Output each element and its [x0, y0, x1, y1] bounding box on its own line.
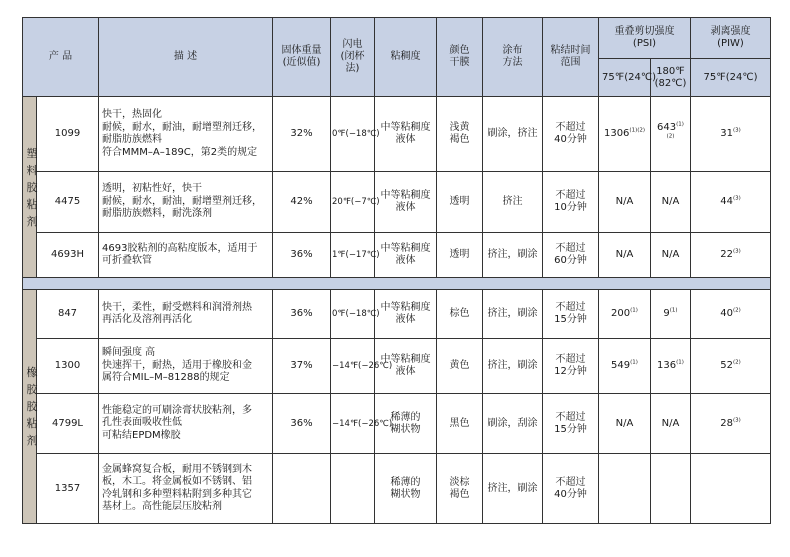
flash-point-value: −14℉(−26℃) [331, 394, 375, 454]
viscosity-value: 中等粘稠度 液体 [375, 233, 437, 278]
viscosity-value: 稀薄的 糊状物 [375, 454, 437, 524]
table-row [23, 233, 771, 278]
table-row [23, 290, 771, 339]
flash-point-value: −14℉(−26℃) [331, 339, 375, 394]
solids-value: 32% [273, 97, 331, 172]
viscosity-value: 中等粘稠度 液体 [375, 339, 437, 394]
color-value: 浅黄 褐色 [437, 97, 483, 172]
color-value: 黄色 [437, 339, 483, 394]
header-product: 产 品 [23, 18, 99, 97]
header-shear-75f: 75℉(24℃) [599, 59, 651, 97]
application-value: 挤注，刷涂 [483, 339, 543, 394]
color-value: 棕色 [437, 290, 483, 339]
flash-point-value: 0℉(−18℃) [331, 290, 375, 339]
table-row [23, 394, 771, 454]
tack-time-value: 不超过 15分钟 [543, 290, 599, 339]
shear-75-value: 200$^{(1)}$ [599, 290, 651, 339]
application-value: 刷涂，刮涂 [483, 394, 543, 454]
header-description: 描 述 [99, 18, 273, 97]
product-description: 4693胶粘剂的高粘度版本，适用于 可折叠软管 [99, 233, 273, 278]
color-value: 透明 [437, 233, 483, 278]
header-solids: 固体重量 (近似值) [273, 18, 331, 97]
tack-time-value: 不超过 40分钟 [543, 97, 599, 172]
viscosity-value: 中等粘稠度 液体 [375, 290, 437, 339]
table-header [23, 18, 771, 97]
table-body [23, 97, 771, 524]
solids-value: 37% [273, 339, 331, 394]
header-flash-point: 闪电 (闭杯法) [331, 18, 375, 97]
viscosity-value: 中等粘稠度 液体 [375, 172, 437, 233]
shear-180-value: N/A [651, 172, 691, 233]
shear-75-value: N/A [599, 172, 651, 233]
flash-point-value [331, 454, 375, 524]
product-description: 透明，初粘性好，快干 耐候，耐水，耐油，耐增塑剂迁移， 耐脂肪族燃料，耐洗涤剂 [99, 172, 273, 233]
group-label-plastic: 塑料胶粘剂 [23, 97, 37, 278]
peel-value [691, 454, 771, 524]
flash-point-value: 0℉(−18℃) [331, 97, 375, 172]
color-value: 淡棕 褐色 [437, 454, 483, 524]
header-lap-shear: 重叠剪切强度 (PSI) [599, 18, 691, 59]
solids-value: 36% [273, 233, 331, 278]
product-description: 金属蜂窝复合板，耐用不锈钢到木 板，木工。将金属板如不锈钢、铝 冷轧钢和多种塑料粘附到多种其它 基材上。高性能层压胶粘剂 [99, 454, 273, 524]
tack-time-value: 不超过 15分钟 [543, 394, 599, 454]
solids-value: 42% [273, 172, 331, 233]
header-tack-time: 粘结时间 范围 [543, 18, 599, 97]
shear-75-value: 549$^{(1)}$ [599, 339, 651, 394]
header-shear-180f: 180℉ (82℃) [651, 59, 691, 97]
shear-180-value: 9$^{(1)}$ [651, 290, 691, 339]
tack-time-value: 不超过 12分钟 [543, 339, 599, 394]
header-peel: 剥离强度 (PIW) [691, 18, 771, 59]
solids-value [273, 454, 331, 524]
viscosity-value: 稀薄的 糊状物 [375, 394, 437, 454]
header-viscosity: 粘稠度 [375, 18, 437, 97]
product-description: 快干，柔性，耐受燃料和润滑剂热 再活化及溶剂再活化 [99, 290, 273, 339]
product-code: 1300 [37, 339, 99, 394]
peel-value: 52$^{(2)}$ [691, 339, 771, 394]
viscosity-value: 中等粘稠度 液体 [375, 97, 437, 172]
application-value: 挤注，刷涂 [483, 454, 543, 524]
shear-75-value: N/A [599, 394, 651, 454]
product-code: 4693H [37, 233, 99, 278]
peel-value: 40$^{(2)}$ [691, 290, 771, 339]
table-row [23, 454, 771, 524]
peel-value: 31$^{(3)}$ [691, 97, 771, 172]
shear-180-value: $643^{(1)(2)}$ [651, 97, 691, 172]
solids-value: 36% [273, 394, 331, 454]
peel-value: 22$^{(3)}$ [691, 233, 771, 278]
solids-value: 36% [273, 290, 331, 339]
table-row [23, 339, 771, 394]
section-divider [23, 278, 771, 290]
product-code: 4475 [37, 172, 99, 233]
header-peel-75f: 75℉(24℃) [691, 59, 771, 97]
product-code: 4799L [37, 394, 99, 454]
product-description: 快干，热固化 耐候，耐水，耐油，耐增塑剂迁移， 耐脂肪族燃料 符合MMM–A–189C，第2类的规定 [99, 97, 273, 172]
flash-point-value: 1℉(−17℃) [331, 233, 375, 278]
adhesive-spec-table [22, 17, 771, 524]
application-value: 挤注，刷涂 [483, 233, 543, 278]
product-code: 1357 [37, 454, 99, 524]
header-color: 颜色 干膜 [437, 18, 483, 97]
table-row [23, 172, 771, 233]
color-value: 黑色 [437, 394, 483, 454]
product-code: 1099 [37, 97, 99, 172]
tack-time-value: 不超过 40分钟 [543, 454, 599, 524]
tack-time-value: 不超过 10分钟 [543, 172, 599, 233]
product-code: 847 [37, 290, 99, 339]
application-value: 挤注，刷涂 [483, 290, 543, 339]
shear-180-value: 136$^{(1)}$ [651, 339, 691, 394]
shear-75-value [599, 454, 651, 524]
product-description: 性能稳定的可刷涂膏状胶粘剂，多 孔性表面吸收性低 可粘结EPDM橡胶 [99, 394, 273, 454]
tack-time-value: 不超过 60分钟 [543, 233, 599, 278]
peel-value: 28$^{(3)}$ [691, 394, 771, 454]
product-description: 瞬间强度 高 快速挥干，耐热，适用于橡胶和金 属符合MIL–M–81288的规定 [99, 339, 273, 394]
color-value: 透明 [437, 172, 483, 233]
application-value: 挤注 [483, 172, 543, 233]
table-row [23, 97, 771, 172]
shear-180-value: N/A [651, 233, 691, 278]
peel-value: 44$^{(3)}$ [691, 172, 771, 233]
shear-180-value: N/A [651, 394, 691, 454]
shear-180-value [651, 454, 691, 524]
flash-point-value: 20℉(−7℃) [331, 172, 375, 233]
group-label-rubber: 橡胶胶粘剂 [23, 290, 37, 524]
shear-75-value: N/A [599, 233, 651, 278]
header-application: 涂布 方法 [483, 18, 543, 97]
shear-75-value: $1306^{(1)(2)}$ [599, 97, 651, 172]
application-value: 刷涂，挤注 [483, 97, 543, 172]
